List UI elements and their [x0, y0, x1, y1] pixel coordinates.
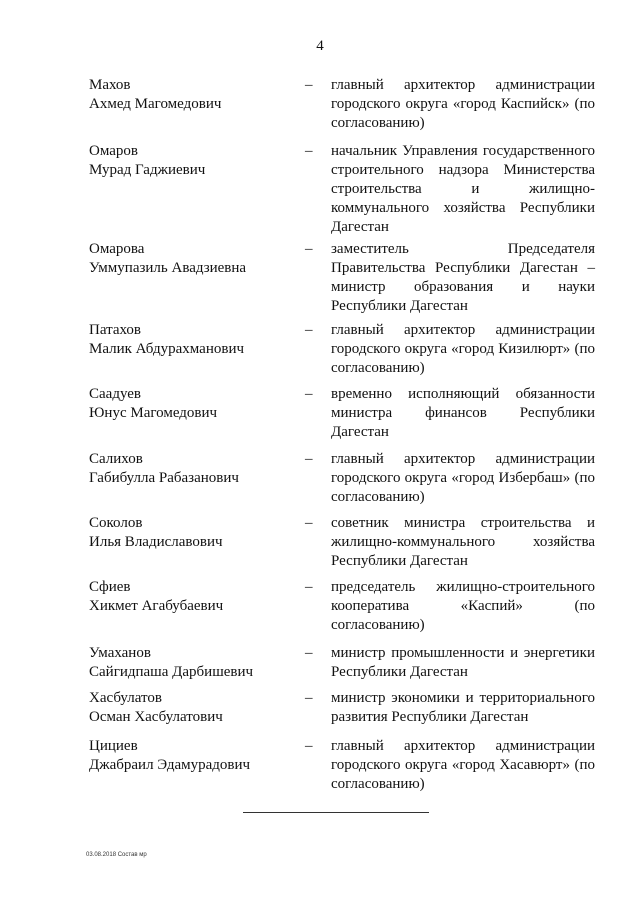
dash-separator: – [305, 690, 313, 706]
member-given-name: Мурад Гаджиевич [89, 162, 206, 178]
member-name [89, 450, 294, 488]
member-surname: Сфиев [89, 579, 131, 595]
member-role: временно исполняющий обязанности министра финансов Республики Дагестан [331, 386, 595, 440]
member-name [89, 514, 294, 552]
dash-separator: – [305, 738, 313, 754]
member-surname: Цициев [89, 738, 138, 754]
closing-rule [243, 812, 429, 813]
member-given-name: Габибулла Рабазанович [89, 470, 239, 486]
member-name [89, 578, 294, 616]
member-role: главный архитектор администрации городского округа «город Каспийск» (по согласованию) [331, 77, 595, 131]
member-given-name: Хикмет Агабубаевич [89, 598, 224, 614]
dash-separator: – [305, 645, 313, 661]
dash-separator: – [305, 451, 313, 467]
dash-separator: – [305, 143, 313, 159]
member-role: министр экономики и территориального развития Республики Дагестан [331, 690, 595, 725]
dash-separator: – [305, 579, 313, 595]
member-given-name: Уммупазиль Авадзиевна [89, 260, 247, 276]
member-surname: Хасбулатов [89, 690, 162, 706]
member-name [89, 76, 294, 114]
member-surname: Омарова [89, 241, 145, 257]
member-surname: Соколов [89, 515, 143, 531]
dash-separator: – [305, 241, 313, 257]
member-role: главный архитектор администрации городского округа «город Хасавюрт» (по согласованию) [331, 738, 595, 792]
member-given-name: Юнус Магомедович [89, 405, 218, 421]
footer-note: 03.08.2018 Состав мр [86, 852, 147, 858]
member-name [89, 385, 294, 423]
member-role: главный архитектор администрации городского округа «город Избербаш» (по согласованию) [331, 451, 595, 505]
dash-separator: – [305, 515, 313, 531]
member-given-name: Малик Абдурахманович [89, 341, 245, 357]
member-role: министр промышленности и энергетики Республики Дагестан [331, 645, 595, 680]
member-role: заместитель Председателя Правительства Республики Дагестан – министр образования и науки Республики Дагестан [331, 241, 595, 314]
member-surname: Салихов [89, 451, 143, 467]
member-given-name: Илья Владиславович [89, 534, 223, 550]
member-given-name: Джабраил Эдамурадович [89, 757, 251, 773]
member-name [89, 321, 294, 359]
member-name [89, 689, 294, 727]
member-given-name: Осман Хасбулатович [89, 709, 223, 725]
member-role: главный архитектор администрации городского округа «город Кизилюрт» (по согласованию) [331, 322, 595, 376]
member-name [89, 142, 294, 180]
member-given-name: Сайгидпаша Дарбишевич [89, 664, 254, 680]
member-name [89, 737, 294, 775]
member-given-name: Ахмед Магомедович [89, 96, 222, 112]
member-role: советник министра строительства и жилищно-коммунального хозяйства Республики Дагестан [331, 515, 595, 569]
member-surname: Саадуев [89, 386, 141, 402]
member-surname: Омаров [89, 143, 138, 159]
dash-separator: – [305, 386, 313, 402]
member-role: председатель жилищно-строительного кооператива «Каспий» (по согласованию) [331, 579, 595, 633]
dash-separator: – [305, 322, 313, 338]
member-surname: Махов [89, 77, 131, 93]
member-name [89, 644, 294, 682]
member-surname: Умаханов [89, 645, 151, 661]
member-surname: Патахов [89, 322, 142, 338]
dash-separator: – [305, 77, 313, 93]
member-name [89, 240, 294, 278]
member-role: начальник Управления государственного строительного надзора Министерства строительства и жилищно-коммунального хозяйства Республики Дагестан [331, 143, 595, 235]
page-number: 4 [316, 38, 324, 54]
